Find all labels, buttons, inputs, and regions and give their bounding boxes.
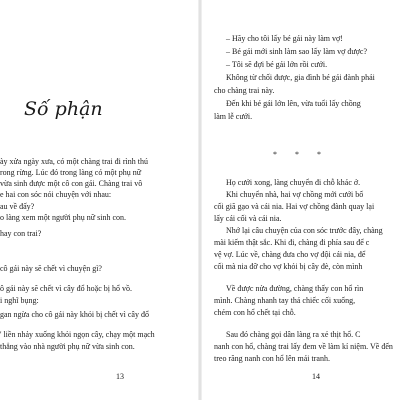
text-line: mình. Chàng nhanh tay thả chiếc cối xuống, xyxy=(214,296,356,305)
text-line: thẳng vào nhà người phụ nữ vừa sinh con. xyxy=(0,342,135,351)
section-separator: * * * xyxy=(273,150,329,159)
text-line: rong rừng. Lúc đó trong làng có một phụ nữ xyxy=(0,168,142,177)
text-line: o làng xem một người phụ nữ sinh con. xyxy=(0,213,127,222)
text-line: ày xửa ngày xưa, có một chàng trai đi rình thú xyxy=(0,157,148,166)
text-line: cho chàng trai này. xyxy=(214,86,275,95)
text-line: i nghĩ bụng: xyxy=(0,296,39,305)
text-line: ' liền nhảy xuống khỏi ngọn cây, chạy một mạch xyxy=(0,330,155,339)
text-line: vừa sinh được một cô con gái. Chàng trai vô xyxy=(0,179,143,188)
page-number: 14 xyxy=(312,372,320,381)
text-line: e hai con sóc nói chuyện với nhau: xyxy=(0,190,112,199)
text-line: Đến khi bé gái lớn lên, vừa tuổi lấy chồng xyxy=(226,99,361,108)
text-line: – Bé gái mới sinh làm sao lấy làm vợ được? xyxy=(226,47,367,56)
text-line: hay con trai? xyxy=(0,229,42,238)
text-line: cối giã gạo và cái nia. Hai vợ chồng đành quay lại xyxy=(214,202,375,211)
text-line: – Hãy cho tôi lấy bé gái này làm vợ! xyxy=(226,34,343,43)
text-line: ô gái này sẽ chết vì cây đổ hoặc bị hổ vồ. xyxy=(0,284,132,293)
text-line: treo răng nanh con hổ lên mái tranh. xyxy=(214,354,330,363)
text-line: – Tôi sẽ đợi bé gái lớn rồi cưới. xyxy=(226,60,328,69)
text-line: cối mà nia đỡ cho vợ khỏi bị cây đè, còn mình xyxy=(214,262,363,271)
left-page xyxy=(0,0,198,400)
text-line: Không từ chối được, gia đình bé gái đành phải xyxy=(226,73,375,82)
text-line: lấy cái cối và cái nia. xyxy=(214,214,282,223)
text-line: chém con hổ chết tại chỗ. xyxy=(214,308,296,317)
text-line: gan ngừa cho cô gái này khỏi bị chết vì cây đổ xyxy=(0,310,149,319)
text-line: làm lễ cưới. xyxy=(214,112,253,121)
story-title: Số phận xyxy=(24,98,103,120)
text-line: au về đấy? xyxy=(0,202,35,211)
text-line: Về được nửa đường, chàng thấy con hổ rìn xyxy=(226,284,364,293)
text-line: Nhớ lại câu chuyện của con sóc trước đây, chàng xyxy=(226,226,383,235)
text-line: cô gái này sẽ chết vì chuyện gì? xyxy=(0,264,102,273)
text-line: vệ vợ. Lúc về, chàng đưa cho vợ đội cái nia, để xyxy=(214,250,366,259)
right-page xyxy=(202,0,400,400)
text-line: Khi chuyển nhà, hai vợ chồng mới cưới bố xyxy=(226,190,364,199)
text-line: Sau đó chàng gọi dân làng ra xẻ thịt hổ. C xyxy=(226,330,361,339)
text-line: mài kiếm thật sắc. Khi đi, chàng đi phía sau để c xyxy=(214,238,370,247)
text-line: Họ cưới xong, làng chuyển đi chỗ khác ở. xyxy=(226,178,361,187)
text-line: nanh con hổ, chàng trai lấy đem về làm kỉ niệm. Về đến xyxy=(214,342,393,351)
page-number: 13 xyxy=(116,372,124,381)
